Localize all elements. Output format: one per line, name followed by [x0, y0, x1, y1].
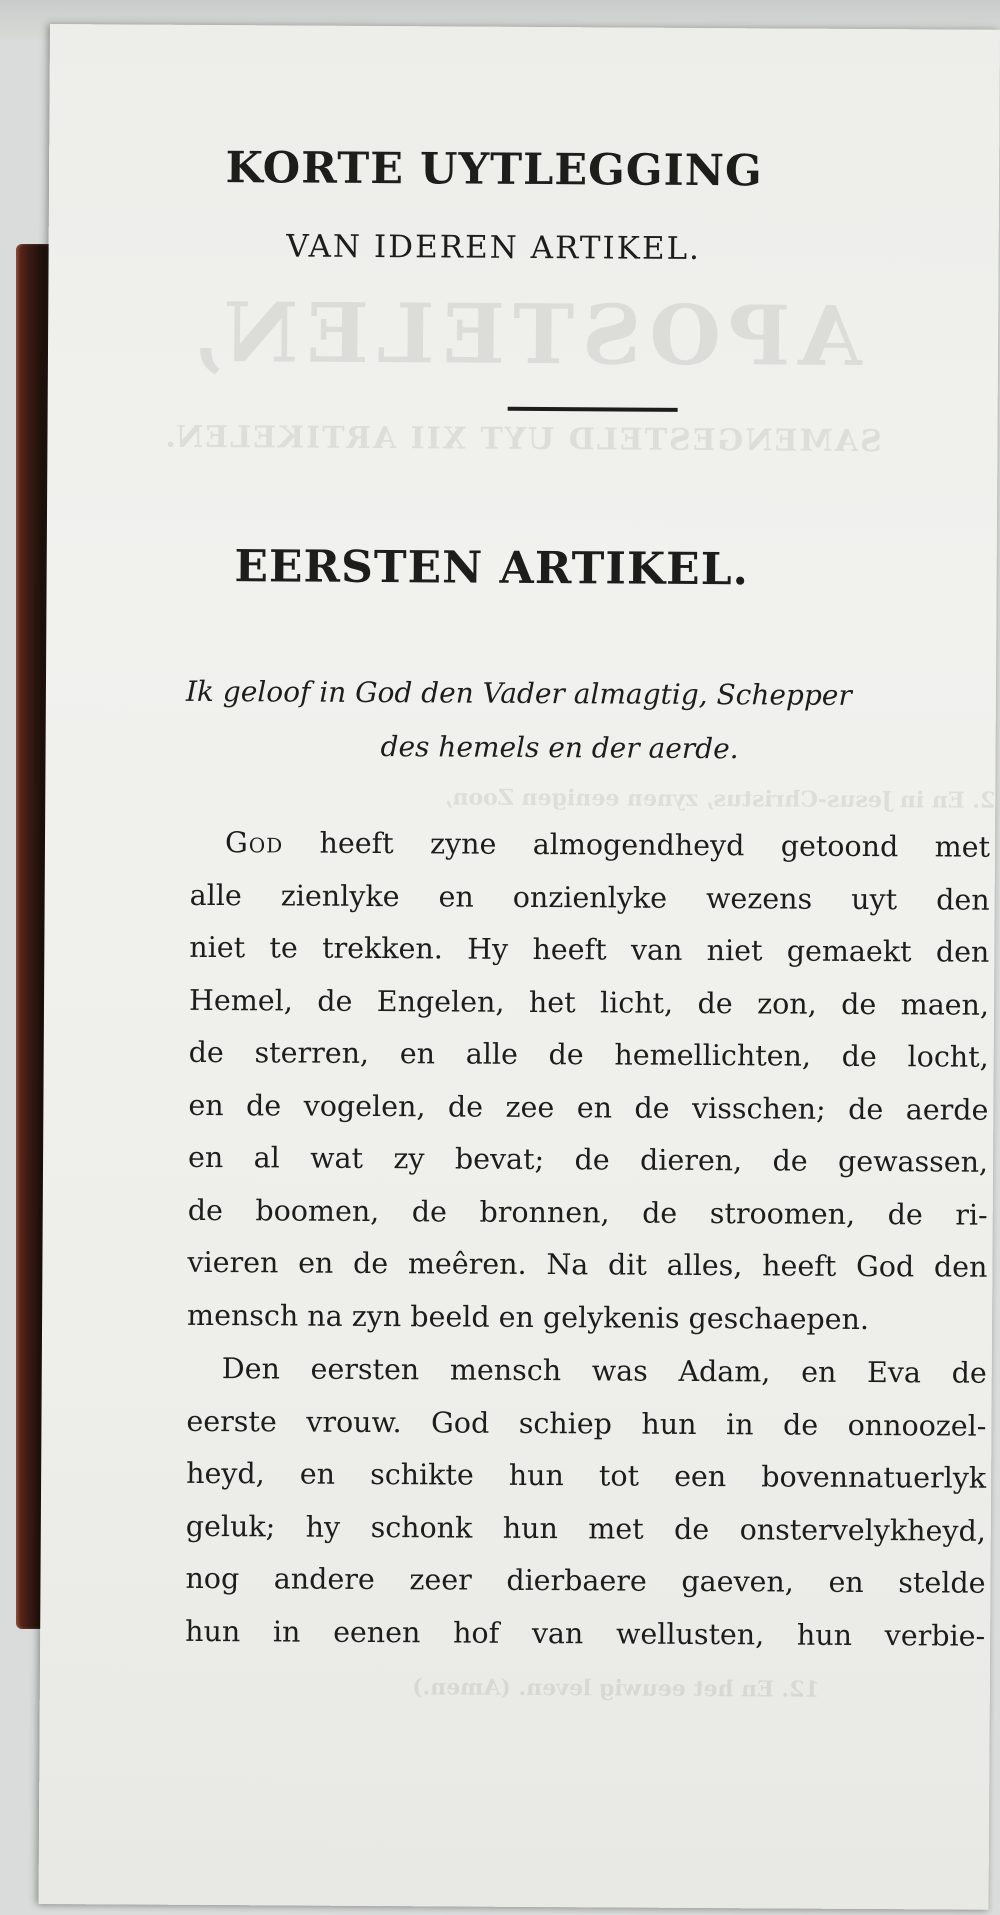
text-line: vieren en de meêren. Na dit alles, heeft God den: [187, 1245, 988, 1284]
text-line: heyd, en schikte hun tot een bovennatuerlyk: [186, 1456, 987, 1495]
show-through-text: 2. En in Jesus-Christus, zynen eenigen Zoon,: [444, 784, 996, 814]
text-line: niet te trekken. Hy heeft van niet gemaekt den: [189, 930, 990, 969]
text-line-content: heeft zyne almogendheyd getoond met: [319, 826, 991, 864]
show-through-text: SAMENGESTELD UYT XII ARTIKELEN.: [163, 419, 882, 460]
text-line: en al wat zy bevat; de dieren, de gewassen,: [187, 1140, 989, 1179]
show-through-text: 12. En het eeuwig leven. (Amen.): [412, 1674, 820, 1703]
text-line: alle zienlyke en onzienlyke wezens uyt den: [189, 878, 990, 917]
page-content: [39, 24, 1000, 1910]
text-line: en de vogelen, de zee en de visschen; de aerde: [188, 1088, 989, 1127]
text-line: [190, 817, 990, 874]
text-line: mensch na zyn beeld en gelykenis geschaepen.: [187, 1298, 870, 1336]
creed-verse: [185, 665, 986, 778]
text-line: Den eersten mensch was Adam, en Eva de: [221, 1352, 987, 1390]
divider-rule: [508, 407, 678, 412]
paragraph: [187, 817, 990, 1347]
text-line: de sterren, en alle de hemellichten, de locht,: [188, 1035, 989, 1074]
text-line: geluk; hy schonk hun met de onstervelykheyd,: [185, 1509, 986, 1548]
book-page: [39, 24, 1000, 1910]
text-line: eerste vrouw. God schiep hun in de onnoozel-: [186, 1404, 987, 1443]
show-through-text: APOSTELEN,: [183, 284, 863, 385]
paragraph: [185, 1343, 987, 1663]
verse-line: des hemels en der aerde.: [380, 730, 739, 766]
text-line: de boomen, de bronnen, de stroomen, de ri-: [187, 1193, 988, 1232]
section-title: EERSTEN ARTIKEL.: [234, 541, 750, 596]
text-line: nog andere zeer dierbaere gaeven, en stelde: [185, 1561, 986, 1600]
page-subtitle: VAN IDEREN ARTIKEL.: [286, 228, 702, 267]
lead-word: God: [224, 826, 284, 860]
page-title: KORTE UYTLEGGING: [225, 143, 763, 197]
verse-line: Ik geloof in God den Vader almagtig, Schepper: [185, 674, 852, 712]
text-line: Hemel, de Engelen, het licht, de zon, de maen,: [188, 983, 990, 1022]
text-line: hun in eenen hof van wellusten, hun verbie-: [185, 1614, 986, 1653]
